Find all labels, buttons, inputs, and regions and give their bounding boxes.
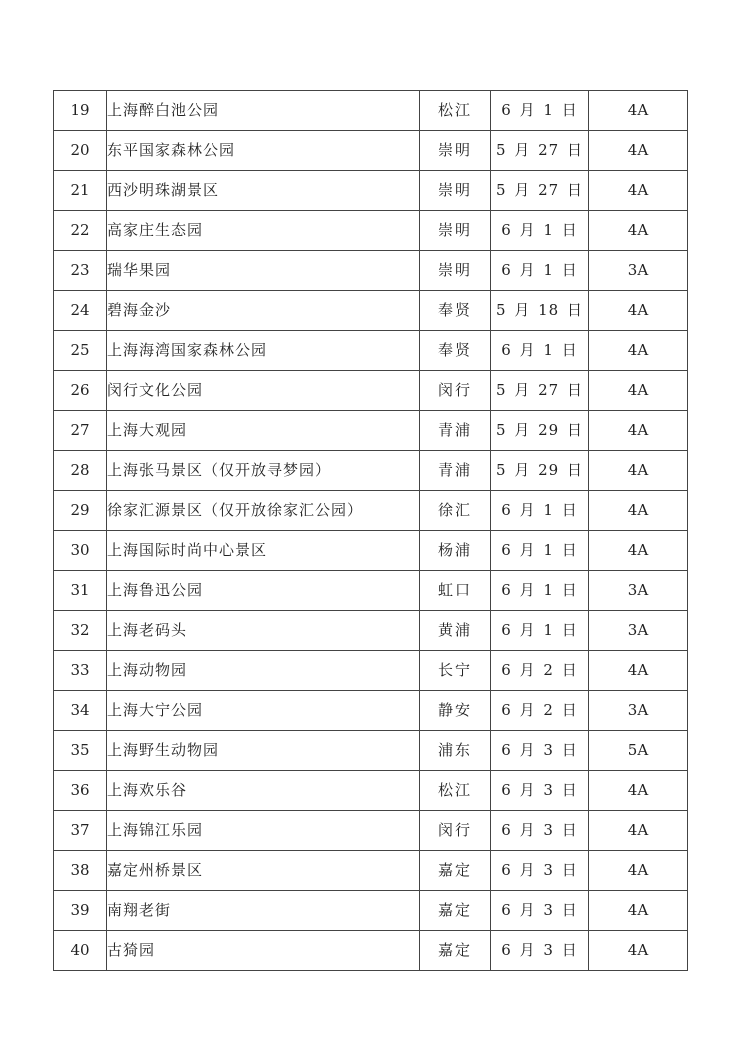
opening-date-cell: 5 月 27 日: [491, 131, 589, 171]
grade-cell: 4A: [589, 851, 688, 891]
district-cell: 长宁: [420, 651, 491, 691]
row-number-cell: 40: [54, 931, 107, 971]
table-row: [54, 451, 688, 491]
row-number-cell: 30: [54, 531, 107, 571]
opening-date-cell: 6 月 3 日: [491, 931, 589, 971]
district-cell: 崇明: [420, 131, 491, 171]
opening-date-cell: 6 月 1 日: [491, 331, 589, 371]
grade-cell: 4A: [589, 171, 688, 211]
table-row: [54, 731, 688, 771]
table-row: [54, 251, 688, 291]
row-number-cell: 22: [54, 211, 107, 251]
district-cell: 嘉定: [420, 891, 491, 931]
grade-cell: 4A: [589, 811, 688, 851]
district-cell: 黄浦: [420, 611, 491, 651]
scenic-spot-name-cell: 上海锦江乐园: [107, 811, 420, 851]
district-cell: 松江: [420, 771, 491, 811]
row-number-cell: 32: [54, 611, 107, 651]
district-cell: 杨浦: [420, 531, 491, 571]
grade-cell: 3A: [589, 571, 688, 611]
row-number-cell: 29: [54, 491, 107, 531]
table-row: [54, 531, 688, 571]
table-row: [54, 771, 688, 811]
grade-cell: 4A: [589, 211, 688, 251]
grade-cell: 4A: [589, 771, 688, 811]
opening-date-cell: 6 月 1 日: [491, 611, 589, 651]
table-row: [54, 91, 688, 131]
opening-date-cell: 6 月 2 日: [491, 651, 589, 691]
row-number-cell: 35: [54, 731, 107, 771]
grade-cell: 4A: [589, 931, 688, 971]
row-number-cell: 27: [54, 411, 107, 451]
grade-cell: 3A: [589, 691, 688, 731]
row-number-cell: 26: [54, 371, 107, 411]
district-cell: 奉贤: [420, 291, 491, 331]
scenic-spot-name-cell: 上海国际时尚中心景区: [107, 531, 420, 571]
table-row: [54, 851, 688, 891]
table-body: [54, 91, 688, 971]
district-cell: 嘉定: [420, 851, 491, 891]
row-number-cell: 39: [54, 891, 107, 931]
table-row: [54, 411, 688, 451]
district-cell: 奉贤: [420, 331, 491, 371]
row-number-cell: 34: [54, 691, 107, 731]
row-number-cell: 25: [54, 331, 107, 371]
scenic-spot-name-cell: 南翔老街: [107, 891, 420, 931]
scenic-spot-name-cell: 上海老码头: [107, 611, 420, 651]
table-row: [54, 131, 688, 171]
table-row: [54, 571, 688, 611]
opening-date-cell: 6 月 1 日: [491, 91, 589, 131]
grade-cell: 4A: [589, 411, 688, 451]
scenic-spot-name-cell: 碧海金沙: [107, 291, 420, 331]
row-number-cell: 24: [54, 291, 107, 331]
district-cell: 崇明: [420, 211, 491, 251]
opening-date-cell: 5 月 18 日: [491, 291, 589, 331]
row-number-cell: 38: [54, 851, 107, 891]
scenic-spot-name-cell: 上海欢乐谷: [107, 771, 420, 811]
opening-date-cell: 6 月 3 日: [491, 731, 589, 771]
opening-date-cell: 6 月 3 日: [491, 771, 589, 811]
scenic-spot-name-cell: 上海张马景区（仅开放寻梦园）: [107, 451, 420, 491]
table-row: [54, 291, 688, 331]
opening-date-cell: 5 月 27 日: [491, 371, 589, 411]
scenic-spot-name-cell: 上海醉白池公园: [107, 91, 420, 131]
scenic-spot-name-cell: 上海动物园: [107, 651, 420, 691]
district-cell: 闵行: [420, 371, 491, 411]
district-cell: 崇明: [420, 251, 491, 291]
scenic-spot-name-cell: 上海野生动物园: [107, 731, 420, 771]
table-row: [54, 811, 688, 851]
table-row: [54, 931, 688, 971]
opening-date-cell: 6 月 2 日: [491, 691, 589, 731]
row-number-cell: 28: [54, 451, 107, 491]
opening-date-cell: 6 月 1 日: [491, 571, 589, 611]
table-row: [54, 371, 688, 411]
scenic-spot-name-cell: 西沙明珠湖景区: [107, 171, 420, 211]
opening-date-cell: 5 月 29 日: [491, 451, 589, 491]
opening-date-cell: 5 月 29 日: [491, 411, 589, 451]
row-number-cell: 20: [54, 131, 107, 171]
district-cell: 虹口: [420, 571, 491, 611]
opening-date-cell: 6 月 1 日: [491, 211, 589, 251]
row-number-cell: 37: [54, 811, 107, 851]
district-cell: 青浦: [420, 451, 491, 491]
district-cell: 青浦: [420, 411, 491, 451]
grade-cell: 4A: [589, 451, 688, 491]
opening-date-cell: 6 月 1 日: [491, 251, 589, 291]
grade-cell: 4A: [589, 491, 688, 531]
grade-cell: 3A: [589, 251, 688, 291]
scenic-spot-name-cell: 古猗园: [107, 931, 420, 971]
district-cell: 松江: [420, 91, 491, 131]
scenic-spots-table: [53, 90, 688, 971]
table-row: [54, 651, 688, 691]
district-cell: 崇明: [420, 171, 491, 211]
row-number-cell: 23: [54, 251, 107, 291]
opening-date-cell: 6 月 3 日: [491, 851, 589, 891]
grade-cell: 3A: [589, 611, 688, 651]
grade-cell: 4A: [589, 891, 688, 931]
table-row: [54, 611, 688, 651]
grade-cell: 4A: [589, 291, 688, 331]
scenic-spot-name-cell: 闵行文化公园: [107, 371, 420, 411]
scenic-spot-name-cell: 上海大宁公园: [107, 691, 420, 731]
table-row: [54, 171, 688, 211]
row-number-cell: 31: [54, 571, 107, 611]
district-cell: 闵行: [420, 811, 491, 851]
district-cell: 静安: [420, 691, 491, 731]
opening-date-cell: 6 月 3 日: [491, 891, 589, 931]
grade-cell: 5A: [589, 731, 688, 771]
table-row: [54, 491, 688, 531]
grade-cell: 4A: [589, 371, 688, 411]
grade-cell: 4A: [589, 651, 688, 691]
district-cell: 徐汇: [420, 491, 491, 531]
scenic-spot-name-cell: 高家庄生态园: [107, 211, 420, 251]
table-row: [54, 211, 688, 251]
table-row: [54, 891, 688, 931]
opening-date-cell: 6 月 1 日: [491, 491, 589, 531]
opening-date-cell: 6 月 3 日: [491, 811, 589, 851]
scenic-spot-name-cell: 上海海湾国家森林公园: [107, 331, 420, 371]
row-number-cell: 21: [54, 171, 107, 211]
scenic-spot-name-cell: 上海鲁迅公园: [107, 571, 420, 611]
row-number-cell: 19: [54, 91, 107, 131]
district-cell: 浦东: [420, 731, 491, 771]
grade-cell: 4A: [589, 331, 688, 371]
grade-cell: 4A: [589, 91, 688, 131]
grade-cell: 4A: [589, 131, 688, 171]
district-cell: 嘉定: [420, 931, 491, 971]
row-number-cell: 33: [54, 651, 107, 691]
scenic-spot-name-cell: 东平国家森林公园: [107, 131, 420, 171]
scenic-spot-name-cell: 嘉定州桥景区: [107, 851, 420, 891]
row-number-cell: 36: [54, 771, 107, 811]
scenic-spot-name-cell: 上海大观园: [107, 411, 420, 451]
table-row: [54, 691, 688, 731]
scenic-spot-name-cell: 徐家汇源景区（仅开放徐家汇公园）: [107, 491, 420, 531]
scenic-spot-name-cell: 瑞华果园: [107, 251, 420, 291]
opening-date-cell: 5 月 27 日: [491, 171, 589, 211]
opening-date-cell: 6 月 1 日: [491, 531, 589, 571]
grade-cell: 4A: [589, 531, 688, 571]
table-row: [54, 331, 688, 371]
